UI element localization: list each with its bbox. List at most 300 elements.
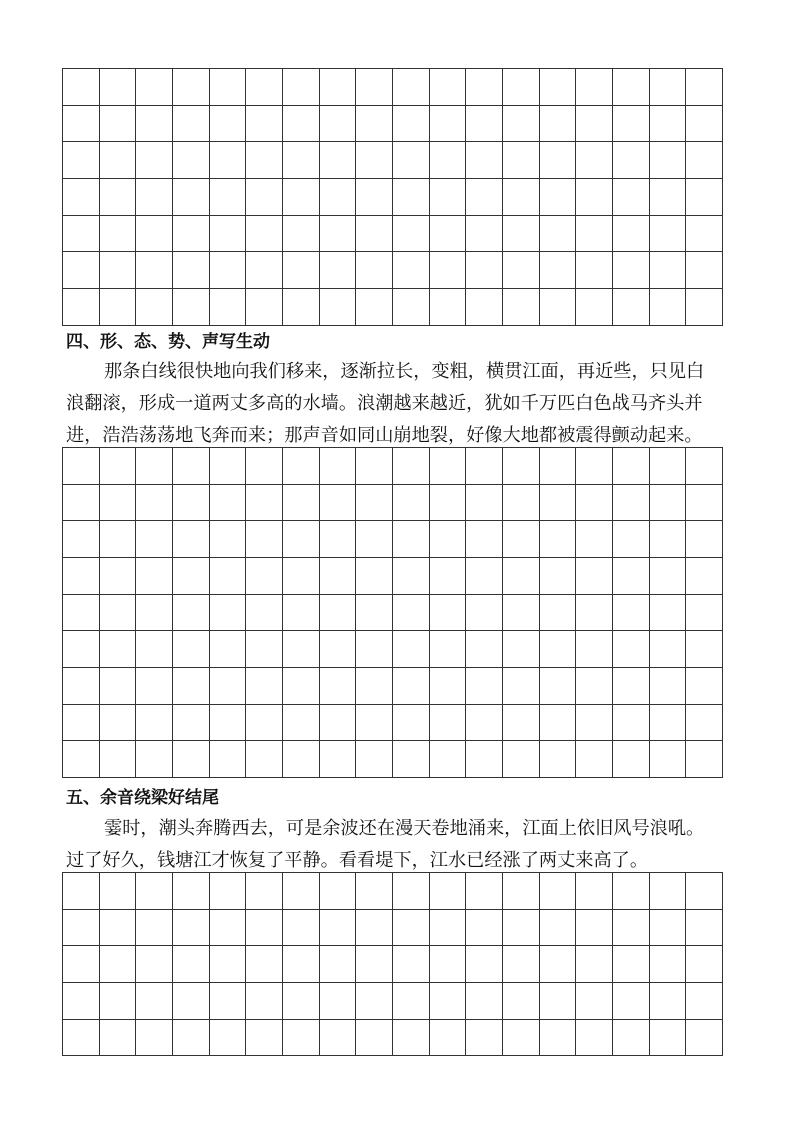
grid-cell — [649, 557, 687, 595]
grid-cell — [99, 484, 137, 522]
grid-cell — [62, 630, 100, 668]
grid-cell — [99, 447, 137, 485]
grid-cell — [209, 1019, 247, 1057]
grid-cell — [245, 945, 283, 983]
grid-cell — [539, 872, 577, 910]
grid-cell — [649, 872, 687, 910]
grid-cell — [539, 740, 577, 778]
grid-cell — [62, 667, 100, 705]
grid-cell — [62, 141, 100, 179]
grid-cell — [502, 982, 540, 1020]
grid-cell — [685, 484, 723, 522]
grid-cell — [649, 251, 687, 289]
grid-cell — [319, 1019, 357, 1057]
grid-cell — [355, 68, 393, 106]
grid-cell — [575, 520, 613, 558]
grid-cell — [502, 178, 540, 216]
grid-cell — [502, 945, 540, 983]
grid-cell — [245, 484, 283, 522]
grid-cell — [685, 141, 723, 179]
grid-cell — [575, 872, 613, 910]
grid-cell — [62, 105, 100, 143]
grid-cell — [465, 68, 503, 106]
grid-cell — [649, 630, 687, 668]
grid-cell — [612, 704, 650, 742]
grid-cell — [392, 288, 430, 326]
grid-cell — [355, 909, 393, 947]
grid-cell — [355, 520, 393, 558]
grid-cell — [245, 909, 283, 947]
grid-cell — [575, 251, 613, 289]
grid-cell — [245, 520, 283, 558]
grid-cell — [135, 484, 173, 522]
grid-cell — [539, 520, 577, 558]
section-4-line-2: 浪翻滚，形成一道两丈多高的水墙。浪潮越来越近，犹如千万匹白色战马齐头并 — [66, 393, 703, 414]
grid-cell — [612, 141, 650, 179]
grid-cell — [539, 178, 577, 216]
grid-cell — [392, 740, 430, 778]
grid-cell — [209, 251, 247, 289]
grid-cell — [465, 630, 503, 668]
grid-cell — [99, 105, 137, 143]
grid-cell — [685, 982, 723, 1020]
grid-cell — [465, 141, 503, 179]
grid-cell — [539, 68, 577, 106]
grid-cell — [135, 141, 173, 179]
grid-cell — [62, 178, 100, 216]
grid-cell — [502, 872, 540, 910]
grid-cell — [172, 68, 210, 106]
grid-cell — [685, 215, 723, 253]
grid-cell — [245, 215, 283, 253]
grid-cell — [429, 288, 467, 326]
grid-cell — [319, 68, 357, 106]
writing-grid-middle — [62, 447, 722, 777]
grid-cell — [539, 105, 577, 143]
grid-cell — [429, 447, 467, 485]
grid-cell — [355, 740, 393, 778]
grid-cell — [575, 68, 613, 106]
grid-cell — [429, 945, 467, 983]
grid-cell — [429, 630, 467, 668]
grid-cell — [575, 288, 613, 326]
section-4-heading: 四、形、态、势、声写生动 — [66, 332, 270, 352]
grid-cell — [539, 982, 577, 1020]
grid-cell — [465, 178, 503, 216]
grid-cell — [429, 740, 467, 778]
grid-cell — [502, 447, 540, 485]
grid-cell — [539, 288, 577, 326]
grid-cell — [209, 178, 247, 216]
grid-cell — [649, 594, 687, 632]
grid-cell — [319, 251, 357, 289]
grid-cell — [209, 704, 247, 742]
grid-cell — [429, 982, 467, 1020]
grid-cell — [319, 447, 357, 485]
grid-cell — [649, 484, 687, 522]
grid-cell — [612, 557, 650, 595]
grid-cell — [355, 105, 393, 143]
grid-cell — [392, 909, 430, 947]
grid-cell — [575, 667, 613, 705]
grid-cell — [575, 740, 613, 778]
grid-cell — [502, 630, 540, 668]
grid-cell — [502, 667, 540, 705]
grid-cell — [282, 288, 320, 326]
grid-cell — [465, 251, 503, 289]
grid-cell — [465, 1019, 503, 1057]
grid-cell — [649, 447, 687, 485]
grid-cell — [575, 141, 613, 179]
grid-cell — [502, 288, 540, 326]
section-4-line-3: 进，浩浩荡荡地飞奔而来；那声音如同山崩地裂，好像大地都被震得颤动起来。 — [66, 425, 703, 446]
grid-cell — [62, 68, 100, 106]
writing-grid-top — [62, 68, 722, 325]
grid-cell — [245, 105, 283, 143]
grid-cell — [282, 667, 320, 705]
grid-cell — [99, 251, 137, 289]
grid-cell — [245, 1019, 283, 1057]
grid-cell — [99, 982, 137, 1020]
grid-cell — [429, 68, 467, 106]
grid-cell — [685, 594, 723, 632]
grid-cell — [172, 1019, 210, 1057]
grid-cell — [685, 68, 723, 106]
grid-cell — [612, 740, 650, 778]
grid-cell — [319, 141, 357, 179]
grid-cell — [465, 667, 503, 705]
grid-cell — [172, 557, 210, 595]
grid-cell — [502, 909, 540, 947]
grid-cell — [465, 704, 503, 742]
section-5-passage — [66, 813, 738, 877]
grid-cell — [135, 105, 173, 143]
grid-cell — [502, 215, 540, 253]
grid-cell — [319, 872, 357, 910]
grid-cell — [135, 945, 173, 983]
grid-cell — [539, 557, 577, 595]
grid-cell — [429, 178, 467, 216]
grid-cell — [172, 520, 210, 558]
grid-cell — [649, 288, 687, 326]
grid-cell — [209, 288, 247, 326]
grid-cell — [392, 872, 430, 910]
grid-cell — [465, 740, 503, 778]
grid-cell — [282, 704, 320, 742]
section-5-heading: 五、余音绕梁好结尾 — [66, 788, 219, 808]
grid-cell — [282, 982, 320, 1020]
grid-cell — [465, 288, 503, 326]
grid-cell — [465, 594, 503, 632]
grid-cell — [282, 594, 320, 632]
grid-cell — [392, 520, 430, 558]
grid-cell — [429, 215, 467, 253]
grid-cell — [62, 872, 100, 910]
grid-cell — [172, 982, 210, 1020]
grid-cell — [575, 630, 613, 668]
grid-cell — [575, 447, 613, 485]
grid-cell — [575, 594, 613, 632]
grid-cell — [502, 594, 540, 632]
grid-cell — [245, 667, 283, 705]
grid-cell — [502, 704, 540, 742]
grid-cell — [502, 105, 540, 143]
grid-cell — [282, 215, 320, 253]
grid-cell — [612, 447, 650, 485]
grid-cell — [429, 141, 467, 179]
grid-cell — [62, 557, 100, 595]
grid-cell — [649, 982, 687, 1020]
grid-cell — [319, 520, 357, 558]
grid-cell — [685, 251, 723, 289]
grid-cell — [612, 909, 650, 947]
grid-cell — [612, 982, 650, 1020]
grid-cell — [612, 594, 650, 632]
grid-cell — [319, 557, 357, 595]
grid-cell — [685, 945, 723, 983]
grid-cell — [649, 740, 687, 778]
grid-cell — [319, 484, 357, 522]
grid-cell — [99, 178, 137, 216]
grid-cell — [539, 251, 577, 289]
grid-cell — [429, 667, 467, 705]
grid-cell — [62, 704, 100, 742]
grid-cell — [685, 288, 723, 326]
grid-cell — [392, 105, 430, 143]
grid-cell — [99, 872, 137, 910]
grid-cell — [392, 68, 430, 106]
grid-cell — [539, 945, 577, 983]
grid-cell — [62, 909, 100, 947]
grid-cell — [575, 982, 613, 1020]
grid-cell — [282, 141, 320, 179]
grid-cell — [392, 1019, 430, 1057]
grid-cell — [355, 178, 393, 216]
grid-cell — [172, 630, 210, 668]
grid-cell — [392, 141, 430, 179]
grid-cell — [612, 945, 650, 983]
grid-cell — [99, 68, 137, 106]
grid-cell — [135, 215, 173, 253]
grid-cell — [245, 251, 283, 289]
grid-cell — [172, 872, 210, 910]
grid-cell — [245, 447, 283, 485]
section-4-passage — [66, 356, 738, 452]
grid-cell — [649, 909, 687, 947]
grid-cell — [575, 909, 613, 947]
grid-cell — [282, 557, 320, 595]
grid-cell — [135, 178, 173, 216]
grid-cell — [429, 105, 467, 143]
grid-cell — [429, 909, 467, 947]
grid-cell — [282, 447, 320, 485]
grid-cell — [429, 520, 467, 558]
grid-cell — [99, 520, 137, 558]
grid-cell — [62, 1019, 100, 1057]
grid-cell — [135, 520, 173, 558]
grid-cell — [319, 105, 357, 143]
grid-cell — [575, 484, 613, 522]
grid-cell — [612, 630, 650, 668]
grid-cell — [135, 667, 173, 705]
grid-cell — [209, 667, 247, 705]
grid-cell — [135, 909, 173, 947]
grid-cell — [282, 251, 320, 289]
grid-cell — [99, 740, 137, 778]
grid-cell — [282, 178, 320, 216]
grid-cell — [245, 594, 283, 632]
grid-cell — [172, 945, 210, 983]
grid-cell — [502, 557, 540, 595]
grid-cell — [355, 288, 393, 326]
grid-cell — [245, 557, 283, 595]
grid-cell — [685, 447, 723, 485]
grid-cell — [465, 557, 503, 595]
grid-cell — [392, 215, 430, 253]
grid-cell — [429, 557, 467, 595]
grid-cell — [245, 288, 283, 326]
grid-cell — [99, 557, 137, 595]
grid-cell — [429, 484, 467, 522]
grid-cell — [62, 447, 100, 485]
grid-cell — [685, 667, 723, 705]
grid-cell — [392, 704, 430, 742]
grid-cell — [319, 667, 357, 705]
grid-cell — [282, 105, 320, 143]
grid-cell — [612, 1019, 650, 1057]
grid-cell — [172, 594, 210, 632]
grid-cell — [649, 704, 687, 742]
grid-cell — [209, 484, 247, 522]
grid-cell — [392, 484, 430, 522]
grid-cell — [575, 215, 613, 253]
grid-cell — [135, 447, 173, 485]
grid-cell — [172, 667, 210, 705]
grid-cell — [99, 630, 137, 668]
grid-cell — [612, 520, 650, 558]
grid-cell — [209, 215, 247, 253]
grid-cell — [539, 447, 577, 485]
grid-cell — [135, 740, 173, 778]
grid-cell — [539, 630, 577, 668]
grid-cell — [172, 178, 210, 216]
grid-cell — [355, 447, 393, 485]
grid-cell — [539, 484, 577, 522]
grid-cell — [612, 288, 650, 326]
grid-cell — [465, 484, 503, 522]
grid-cell — [649, 68, 687, 106]
grid-cell — [99, 215, 137, 253]
grid-cell — [172, 288, 210, 326]
grid-cell — [649, 141, 687, 179]
grid-cell — [99, 594, 137, 632]
grid-cell — [319, 215, 357, 253]
grid-cell — [612, 667, 650, 705]
grid-cell — [465, 520, 503, 558]
grid-cell — [685, 704, 723, 742]
grid-cell — [649, 667, 687, 705]
grid-cell — [392, 251, 430, 289]
grid-cell — [429, 251, 467, 289]
grid-cell — [465, 982, 503, 1020]
grid-cell — [575, 557, 613, 595]
grid-cell — [392, 630, 430, 668]
grid-cell — [539, 1019, 577, 1057]
grid-cell — [99, 288, 137, 326]
grid-cell — [282, 909, 320, 947]
grid-cell — [649, 945, 687, 983]
grid-cell — [62, 484, 100, 522]
grid-cell — [465, 945, 503, 983]
grid-cell — [539, 909, 577, 947]
grid-cell — [62, 520, 100, 558]
grid-cell — [319, 740, 357, 778]
grid-cell — [282, 945, 320, 983]
grid-cell — [245, 630, 283, 668]
grid-cell — [392, 982, 430, 1020]
grid-cell — [575, 1019, 613, 1057]
grid-cell — [172, 105, 210, 143]
grid-cell — [209, 520, 247, 558]
grid-cell — [539, 594, 577, 632]
grid-cell — [392, 945, 430, 983]
grid-cell — [392, 178, 430, 216]
grid-cell — [99, 909, 137, 947]
grid-cell — [685, 557, 723, 595]
grid-cell — [612, 872, 650, 910]
grid-cell — [355, 1019, 393, 1057]
grid-cell — [172, 141, 210, 179]
grid-cell — [135, 872, 173, 910]
grid-cell — [355, 630, 393, 668]
grid-cell — [685, 909, 723, 947]
grid-cell — [575, 105, 613, 143]
grid-cell — [502, 740, 540, 778]
grid-cell — [135, 594, 173, 632]
grid-cell — [99, 1019, 137, 1057]
grid-cell — [319, 945, 357, 983]
grid-cell — [99, 141, 137, 179]
grid-cell — [282, 630, 320, 668]
grid-cell — [685, 520, 723, 558]
grid-cell — [355, 215, 393, 253]
grid-cell — [355, 484, 393, 522]
grid-cell — [209, 594, 247, 632]
grid-cell — [62, 982, 100, 1020]
grid-cell — [429, 1019, 467, 1057]
grid-cell — [209, 945, 247, 983]
grid-cell — [319, 704, 357, 742]
grid-cell — [355, 982, 393, 1020]
grid-cell — [575, 704, 613, 742]
grid-cell — [135, 68, 173, 106]
grid-cell — [172, 909, 210, 947]
grid-cell — [172, 740, 210, 778]
grid-cell — [62, 945, 100, 983]
grid-cell — [209, 982, 247, 1020]
grid-cell — [355, 872, 393, 910]
grid-cell — [62, 215, 100, 253]
grid-cell — [465, 447, 503, 485]
grid-cell — [429, 704, 467, 742]
grid-cell — [209, 447, 247, 485]
grid-cell — [355, 704, 393, 742]
grid-cell — [685, 740, 723, 778]
grid-cell — [62, 251, 100, 289]
grid-cell — [502, 68, 540, 106]
grid-cell — [575, 945, 613, 983]
grid-cell — [355, 594, 393, 632]
